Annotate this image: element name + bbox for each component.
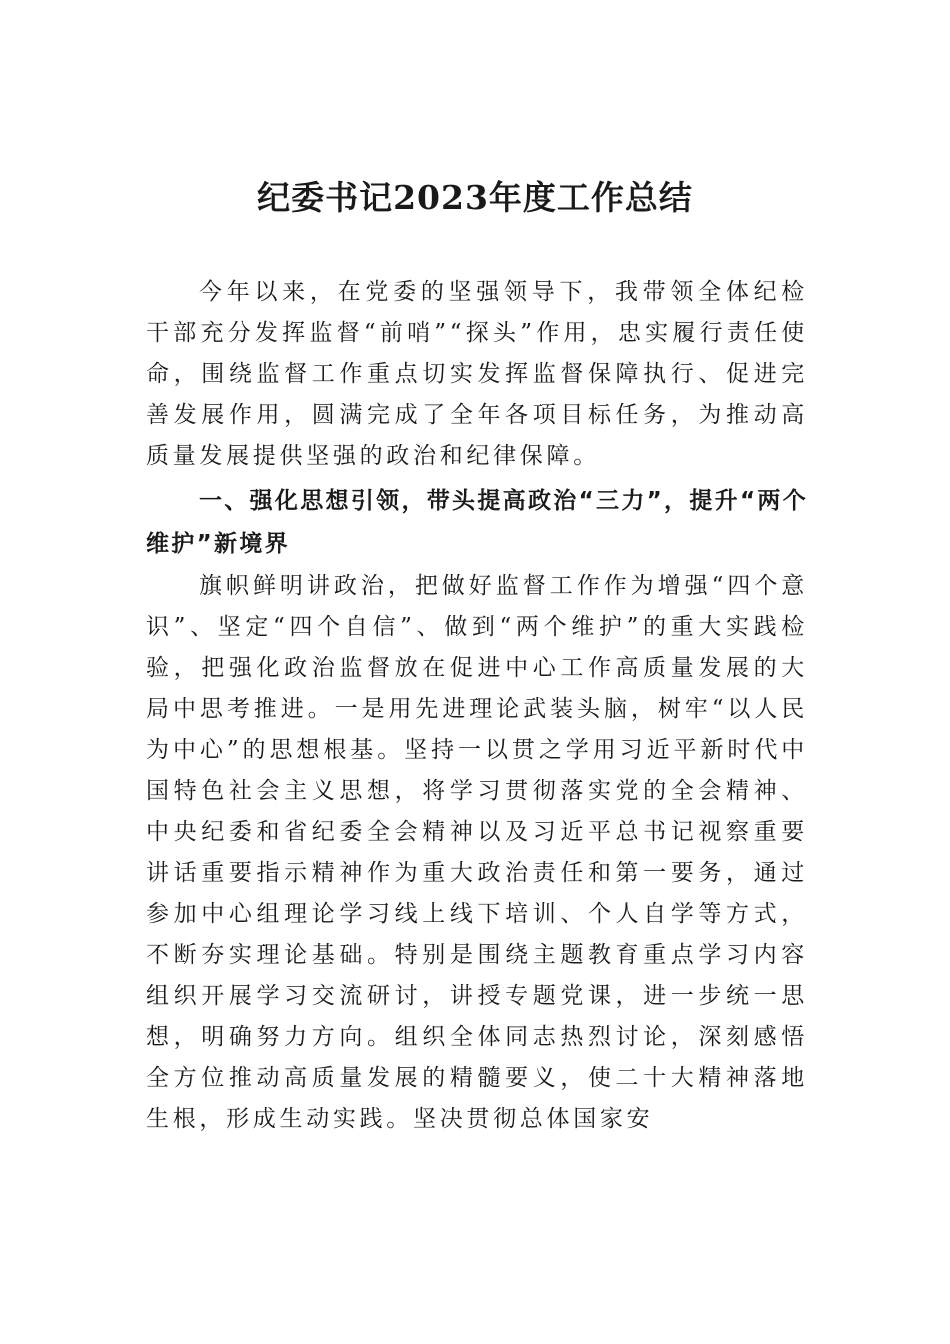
- section-heading: 一、强化思想引领，带头提高政治“三力”，提升“两个维护”新境界: [146, 488, 808, 557]
- intro-paragraph: 今年以来，在党委的坚强领导下，我带领全体纪检干部充分发挥监督“前哨”“探头”作用，忠实履行责任使命，围绕监督工作重点切实发挥监督保障执行、促进完善发展作用，圆满完成了全年各项目标任务，为推动高质量发展提供坚强的政治和纪律保障。: [146, 279, 808, 469]
- section-paragraph: 旗帜鲜明讲政治，把做好监督工作作为增强“四个意识”、坚定“四个自信”、做到“两个维护”的重大实践检验，把强化政治监督放在促进中心工作高质量发展的大局中思考推进。一是用先进理论武装头脑，树牢“以人民为中心”的思想根基。坚持一以贯之学用习近平新时代中国特色社会主义思想，将学习贯彻落实党的全会精神、中央纪委和省纪委全会精神以及习近平总书记视察重要讲话重要指示精神作为重大政治责任和第一要务，通过参加中心组理论学习线上线下培训、个人自学等方式，不断夯实理论基础。特别是围绕主题教育重点学习内容组织开展学习交流研讨，讲授专题党课，进一步统一思想，明确努力方向。组织全体同志热烈讨论，深刻感悟全方位推动高质量发展的精髓要义，使二十大精神落地生根，形成生动实践。坚决贯彻总体国家安: [146, 573, 808, 1132]
- document-title: 纪委书记2023年度工作总结: [257, 178, 693, 217]
- document-body: [146, 272, 808, 1140]
